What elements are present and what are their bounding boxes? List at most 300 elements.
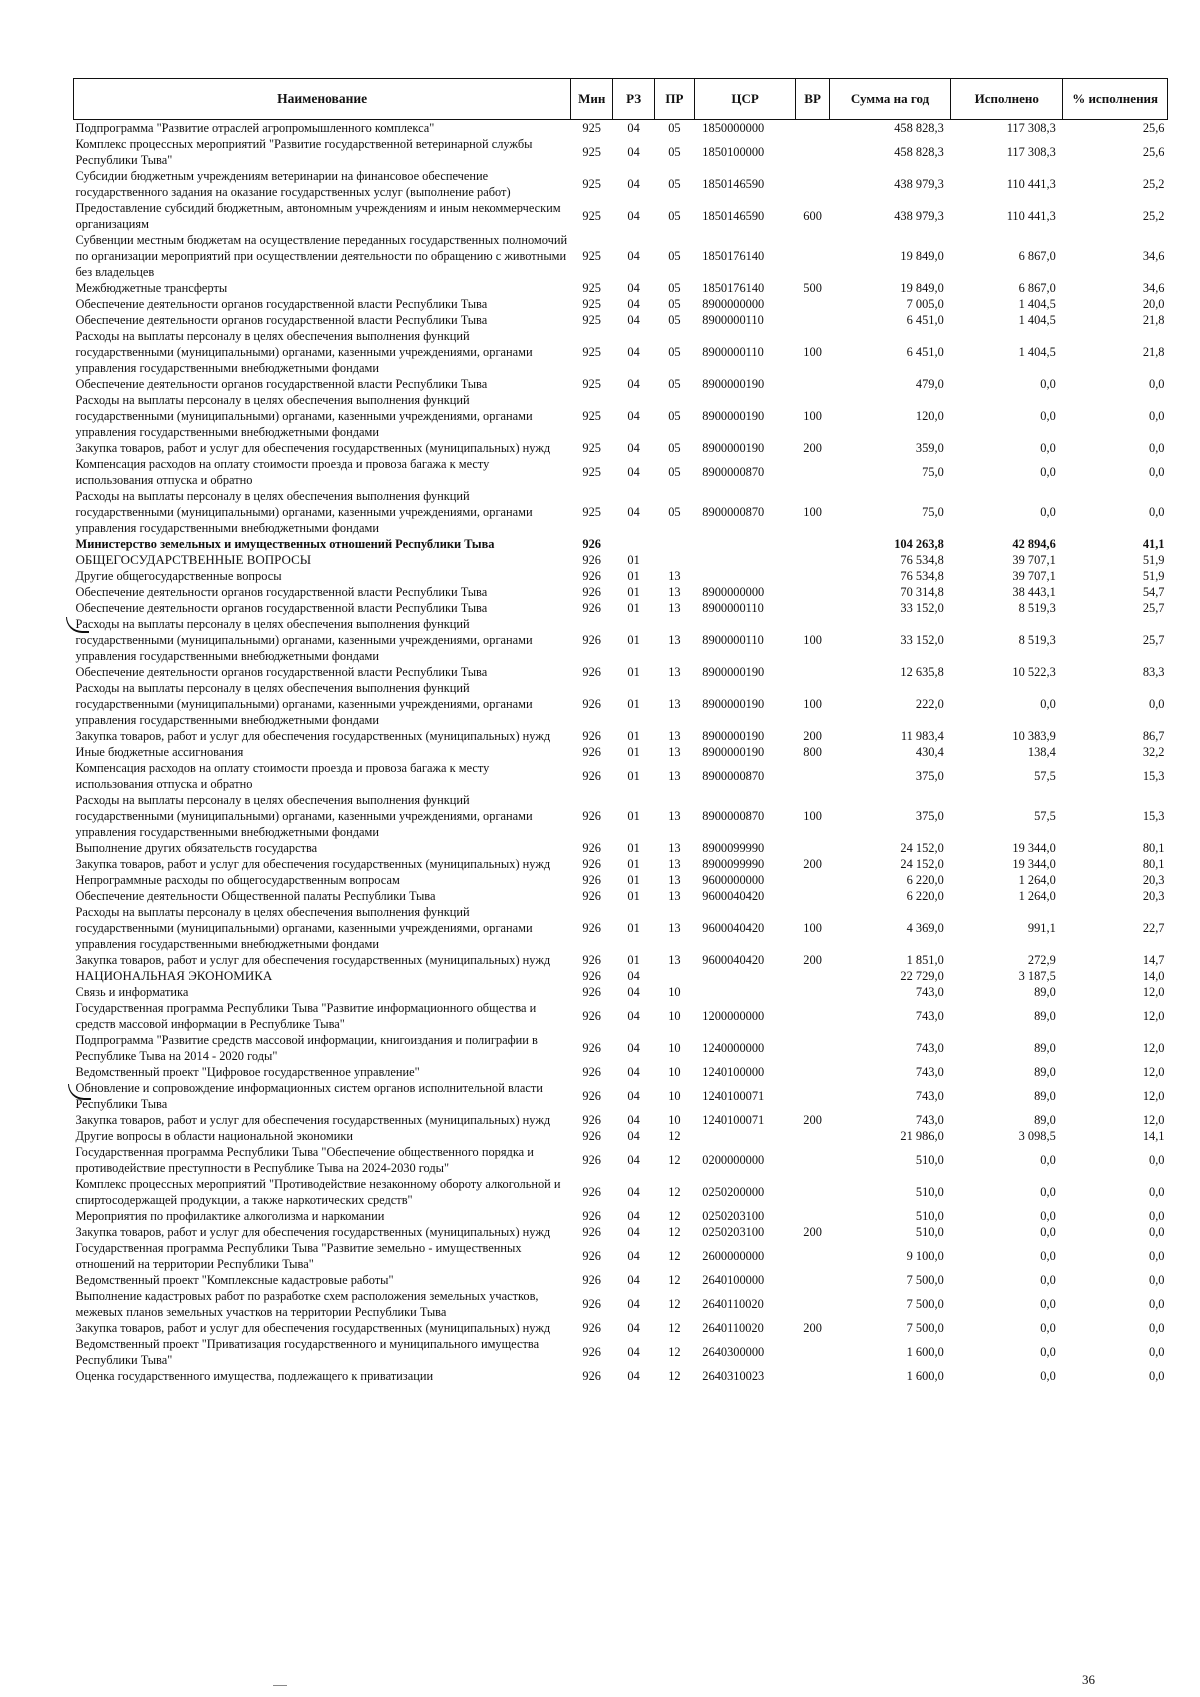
row-pct: 34,6 — [1142, 281, 1165, 295]
row-rz: 04 — [627, 249, 640, 263]
row-csr: 8900000000 — [702, 585, 765, 599]
row-name: Закупка товаров, работ и услуг для обеспечения государственных (муниципальных) нужд — [75, 1321, 551, 1335]
row-name: Непрограммные расходы по общегосударственным вопросам — [75, 873, 400, 887]
row-sum: 120,0 — [915, 409, 944, 423]
row-csr: 2640310023 — [702, 1369, 765, 1383]
row-vr — [796, 1368, 830, 1384]
row-sum: 19 849,0 — [900, 249, 944, 263]
row-vr — [796, 296, 830, 312]
header-min: Мин — [571, 79, 613, 120]
row-pr — [655, 968, 695, 984]
row-done: 6 867,0 — [1018, 249, 1056, 263]
table-row — [74, 856, 1168, 872]
row-done: 19 344,0 — [1012, 857, 1056, 871]
row-name: Закупка товаров, работ и услуг для обеспечения государственных (муниципальных) нужд — [75, 1225, 551, 1239]
row-done: 8 519,3 — [1018, 633, 1056, 647]
row-done: 0,0 — [1040, 1369, 1056, 1383]
row-min: 926 — [582, 1009, 601, 1023]
row-name: Субвенции местным бюджетам на осуществление переданных государственных полномочий по организации мероприятий при осуществлении деятельности по обращению с животными без владельцев — [75, 233, 568, 279]
row-rz: 01 — [627, 809, 640, 823]
row-pr: 05 — [668, 249, 681, 263]
page-number: 36 — [1082, 1672, 1095, 1687]
row-csr: 9600000000 — [702, 873, 765, 887]
row-csr: 1240100071 — [702, 1113, 765, 1127]
row-rz: 04 — [627, 1249, 640, 1263]
row-pr: 13 — [668, 921, 681, 935]
table-row — [74, 840, 1168, 856]
row-done: 272,9 — [1027, 953, 1056, 967]
row-vr: 100 — [803, 345, 822, 359]
row-pr: 10 — [668, 1041, 681, 1055]
row-min: 926 — [582, 857, 601, 871]
row-sum: 7 500,0 — [906, 1321, 944, 1335]
row-csr: 1240100000 — [702, 1065, 765, 1079]
row-name: Компенсация расходов на оплату стоимости проезда и провоза багажа к месту использования отпуска и обратно — [75, 761, 490, 791]
row-min: 926 — [582, 1297, 601, 1311]
table-row — [74, 584, 1168, 600]
row-pr: 13 — [668, 953, 681, 967]
row-pct: 86,7 — [1142, 729, 1165, 743]
row-min: 925 — [582, 281, 601, 295]
row-vr — [796, 376, 830, 392]
row-csr — [694, 1128, 796, 1144]
row-min: 925 — [582, 505, 601, 519]
row-pct: 12,0 — [1142, 1089, 1165, 1103]
row-done: 117 308,3 — [1006, 121, 1056, 135]
row-min: 926 — [582, 697, 601, 711]
row-vr — [796, 664, 830, 680]
row-sum: 7 005,0 — [906, 297, 944, 311]
row-pr: 05 — [668, 345, 681, 359]
row-vr — [796, 760, 830, 792]
table-row — [74, 552, 1168, 568]
row-name: Другие общегосударственные вопросы — [75, 569, 282, 583]
row-rz: 04 — [627, 313, 640, 327]
row-sum: 7 500,0 — [906, 1273, 944, 1287]
row-min: 926 — [582, 1041, 601, 1055]
table-row — [74, 280, 1168, 296]
row-vr: 800 — [803, 745, 822, 759]
row-rz: 04 — [627, 465, 640, 479]
table-row — [74, 744, 1168, 760]
row-rz: 04 — [627, 1065, 640, 1079]
row-min: 926 — [582, 601, 601, 615]
row-csr: 9600040420 — [702, 921, 765, 935]
row-min: 925 — [582, 313, 601, 327]
row-sum: 743,0 — [915, 985, 944, 999]
row-vr — [796, 1000, 830, 1032]
row-rz: 04 — [627, 1113, 640, 1127]
row-vr: 100 — [803, 505, 822, 519]
table-row — [74, 312, 1168, 328]
row-name: Связь и информатика — [75, 985, 189, 999]
row-csr: 8900000870 — [702, 769, 765, 783]
row-sum: 19 849,0 — [900, 281, 944, 295]
row-sum: 458 828,3 — [894, 145, 944, 159]
row-done: 1 404,5 — [1018, 297, 1056, 311]
row-pr: 13 — [668, 809, 681, 823]
row-done: 19 344,0 — [1012, 841, 1056, 855]
table-row — [74, 1128, 1168, 1144]
row-vr — [796, 1032, 830, 1064]
row-rz: 04 — [627, 177, 640, 191]
row-min: 926 — [582, 1225, 601, 1239]
table-row — [74, 1320, 1168, 1336]
row-rz: 04 — [627, 1041, 640, 1055]
row-name: Обеспечение деятельности органов государственной власти Республики Тыва — [75, 601, 488, 615]
row-done: 0,0 — [1040, 409, 1056, 423]
row-pr: 05 — [668, 441, 681, 455]
row-csr: 8900000000 — [702, 297, 765, 311]
scan-artifact-line — [273, 1685, 287, 1686]
row-csr: 1850146590 — [702, 177, 765, 191]
table-row — [74, 1032, 1168, 1064]
row-rz: 01 — [627, 729, 640, 743]
row-pct: 25,7 — [1142, 601, 1165, 615]
table-row — [74, 296, 1168, 312]
row-rz: 04 — [627, 1273, 640, 1287]
table-row — [74, 1336, 1168, 1368]
row-name: Оценка государственного имущества, подлежащего к приватизации — [75, 1369, 434, 1383]
scan-artifact-mark — [68, 1084, 91, 1100]
row-pr: 05 — [668, 209, 681, 223]
row-sum: 743,0 — [915, 1113, 944, 1127]
row-csr: 8900000870 — [702, 809, 765, 823]
row-vr — [796, 840, 830, 856]
row-csr: 1850000000 — [702, 121, 765, 135]
table-row — [74, 1368, 1168, 1384]
row-name: Обеспечение деятельности органов государственной власти Республики Тыва — [75, 665, 488, 679]
row-rz: 01 — [627, 873, 640, 887]
row-pr: 13 — [668, 769, 681, 783]
row-pct: 25,7 — [1142, 633, 1165, 647]
row-name: Ведомственный проект "Приватизация государственного и муниципального имущества Республики Тыва" — [75, 1337, 540, 1367]
row-csr: 8900099990 — [702, 857, 765, 871]
row-sum: 9 100,0 — [906, 1249, 944, 1263]
row-pr: 13 — [668, 697, 681, 711]
row-csr: 2600000000 — [702, 1249, 765, 1263]
row-vr: 200 — [803, 1225, 822, 1239]
row-vr — [796, 456, 830, 488]
row-csr: 1240000000 — [702, 1041, 765, 1055]
row-vr — [796, 888, 830, 904]
row-pct: 0,0 — [1149, 409, 1165, 423]
row-name: Закупка товаров, работ и услуг для обеспечения государственных (муниципальных) нужд — [75, 441, 551, 455]
row-csr: 8900000110 — [702, 601, 764, 615]
row-name: Государственная программа Республики Тыва "Обеспечение общественного порядка и противодействие преступности в Республике Тыва на 2024-2030 годы" — [75, 1145, 534, 1175]
table-header — [74, 79, 1168, 120]
row-done: 0,0 — [1040, 1153, 1056, 1167]
row-sum: 743,0 — [915, 1041, 944, 1055]
row-rz: 04 — [627, 1209, 640, 1223]
row-pct: 83,3 — [1142, 665, 1165, 679]
table-row — [74, 664, 1168, 680]
row-csr: 0200000000 — [702, 1153, 765, 1167]
row-done: 1 404,5 — [1018, 345, 1056, 359]
row-sum: 510,0 — [915, 1225, 944, 1239]
row-done: 6 867,0 — [1018, 281, 1056, 295]
row-csr: 9600040420 — [702, 953, 765, 967]
row-vr: 100 — [803, 633, 822, 647]
row-name: Выполнение других обязательств государства — [75, 841, 318, 855]
row-min: 926 — [582, 633, 601, 647]
row-vr — [796, 1128, 830, 1144]
row-sum: 375,0 — [915, 809, 944, 823]
row-rz: 01 — [627, 841, 640, 855]
row-vr: 200 — [803, 857, 822, 871]
row-pct: 0,0 — [1149, 441, 1165, 455]
row-done: 39 707,1 — [1012, 553, 1056, 567]
row-csr: 2640100000 — [702, 1273, 765, 1287]
row-done: 0,0 — [1040, 1345, 1056, 1359]
row-sum: 510,0 — [915, 1153, 944, 1167]
row-sum: 24 152,0 — [900, 841, 944, 855]
row-pct: 21,8 — [1142, 345, 1165, 359]
row-pct: 25,6 — [1142, 145, 1165, 159]
table-row — [74, 1288, 1168, 1320]
row-pct: 20,3 — [1142, 873, 1165, 887]
row-pr: 12 — [668, 1225, 681, 1239]
row-min: 926 — [582, 1369, 601, 1383]
row-sum: 359,0 — [915, 441, 944, 455]
row-min: 926 — [582, 745, 601, 759]
row-pct: 0,0 — [1149, 1297, 1165, 1311]
row-csr: 8900000190 — [702, 409, 765, 423]
row-rz: 04 — [627, 505, 640, 519]
row-name: Расходы на выплаты персоналу в целях обеспечения выполнения функций государственными (муниципальными) органами, казенными учреждениями, органами управления государственными внебюджетными фондами — [75, 617, 533, 663]
table-row — [74, 488, 1168, 536]
row-done: 0,0 — [1040, 1273, 1056, 1287]
row-sum: 6 451,0 — [906, 345, 944, 359]
row-pr: 12 — [668, 1249, 681, 1263]
row-done: 0,0 — [1040, 1249, 1056, 1263]
row-pr: 13 — [668, 633, 681, 647]
row-min: 926 — [582, 889, 601, 903]
row-sum: 12 635,8 — [900, 665, 944, 679]
row-rz: 04 — [627, 345, 640, 359]
row-rz: 04 — [627, 985, 640, 999]
table-row — [74, 232, 1168, 280]
row-csr: 8900000190 — [702, 729, 765, 743]
table-row — [74, 1144, 1168, 1176]
table-row — [74, 328, 1168, 376]
row-rz: 04 — [627, 377, 640, 391]
row-min: 925 — [582, 297, 601, 311]
row-csr: 1850176140 — [702, 281, 765, 295]
row-pr: 12 — [668, 1153, 681, 1167]
row-sum: 75,0 — [922, 505, 944, 519]
row-pct: 0,0 — [1149, 697, 1165, 711]
row-min: 926 — [582, 921, 601, 935]
row-vr — [796, 600, 830, 616]
row-pr: 05 — [668, 145, 681, 159]
row-name: Расходы на выплаты персоналу в целях обеспечения выполнения функций государственными (муниципальными) органами, казенными учреждениями, органами управления государственными внебюджетными фондами — [75, 489, 533, 535]
row-sum: 222,0 — [915, 697, 944, 711]
row-sum: 33 152,0 — [900, 633, 944, 647]
row-csr — [694, 552, 796, 568]
row-sum: 743,0 — [915, 1089, 944, 1103]
row-min: 926 — [582, 969, 601, 983]
row-vr — [796, 1208, 830, 1224]
row-vr: 600 — [803, 209, 822, 223]
row-sum: 21 986,0 — [900, 1129, 944, 1143]
row-csr: 0250203100 — [702, 1209, 765, 1223]
row-rz: 01 — [627, 857, 640, 871]
row-min: 925 — [582, 377, 601, 391]
table-row — [74, 1064, 1168, 1080]
row-rz: 04 — [627, 441, 640, 455]
row-pr: 13 — [668, 857, 681, 871]
row-name: Расходы на выплаты персоналу в целях обеспечения выполнения функций государственными (муниципальными) органами, казенными учреждениями, органами управления государственными внебюджетными фондами — [75, 329, 533, 375]
table-row — [74, 440, 1168, 456]
row-done: 10 522,3 — [1012, 665, 1056, 679]
row-rz: 01 — [627, 745, 640, 759]
row-sum: 76 534,8 — [900, 569, 944, 583]
row-min: 926 — [582, 769, 601, 783]
row-min: 926 — [582, 553, 601, 567]
row-name: Субсидии бюджетным учреждениям ветеринарии на финансовое обеспечение государственного задания на оказание государственных услуг (выполнение работ) — [75, 169, 511, 199]
row-pct: 0,0 — [1149, 377, 1165, 391]
budget-execution-table — [73, 78, 1168, 1384]
row-pct: 54,7 — [1142, 585, 1165, 599]
row-done: 57,5 — [1034, 769, 1056, 783]
row-pct: 25,6 — [1142, 121, 1165, 135]
row-pct: 34,6 — [1142, 249, 1165, 263]
row-sum: 22 729,0 — [900, 969, 944, 983]
row-done: 0,0 — [1040, 465, 1056, 479]
row-pct: 12,0 — [1142, 1113, 1165, 1127]
row-pr: 05 — [668, 297, 681, 311]
row-rz: 01 — [627, 953, 640, 967]
row-pr: 05 — [668, 281, 681, 295]
row-vr — [796, 872, 830, 888]
row-min: 926 — [582, 729, 601, 743]
row-pr: 10 — [668, 1065, 681, 1079]
table-row — [74, 168, 1168, 200]
row-csr: 9600040420 — [702, 889, 765, 903]
row-pr: 12 — [668, 1273, 681, 1287]
row-sum: 4 369,0 — [906, 921, 944, 935]
row-csr — [694, 536, 796, 552]
row-pr: 10 — [668, 1009, 681, 1023]
table-row — [74, 792, 1168, 840]
row-vr — [796, 1176, 830, 1208]
row-pr: 13 — [668, 569, 681, 583]
row-pr: 12 — [668, 1185, 681, 1199]
row-vr: 200 — [803, 953, 822, 967]
row-csr: 1240100071 — [702, 1089, 765, 1103]
table-row — [74, 1208, 1168, 1224]
row-csr: 1850146590 — [702, 209, 765, 223]
header-sum: Сумма на год — [829, 79, 950, 120]
table-row — [74, 728, 1168, 744]
row-vr — [796, 968, 830, 984]
row-done: 10 383,9 — [1012, 729, 1056, 743]
row-min: 926 — [582, 1321, 601, 1335]
row-csr: 8900000190 — [702, 745, 765, 759]
row-rz: 04 — [627, 1225, 640, 1239]
row-pct: 41,1 — [1142, 537, 1165, 551]
row-min: 925 — [582, 121, 601, 135]
row-pct: 51,9 — [1142, 569, 1165, 583]
row-rz: 04 — [627, 1321, 640, 1335]
row-vr — [796, 552, 830, 568]
row-done: 138,4 — [1027, 745, 1056, 759]
row-csr: 8900000110 — [702, 345, 764, 359]
row-sum: 375,0 — [915, 769, 944, 783]
row-done: 0,0 — [1040, 1225, 1056, 1239]
row-done: 3 098,5 — [1018, 1129, 1056, 1143]
row-done: 1 264,0 — [1018, 873, 1056, 887]
row-csr: 2640110020 — [702, 1321, 764, 1335]
row-name: Предоставление субсидий бюджетным, автономным учреждениям и иным некоммерческим организациям — [75, 201, 561, 231]
row-min: 926 — [582, 841, 601, 855]
row-sum: 1 851,0 — [906, 953, 944, 967]
table-row — [74, 536, 1168, 552]
row-pr: 13 — [668, 889, 681, 903]
row-pr — [655, 552, 695, 568]
row-rz: 01 — [627, 633, 640, 647]
row-pr: 05 — [668, 409, 681, 423]
scan-artifact-mark — [66, 617, 89, 633]
row-rz: 04 — [627, 121, 640, 135]
row-vr — [796, 1272, 830, 1288]
row-pr: 10 — [668, 985, 681, 999]
row-pr: 13 — [668, 585, 681, 599]
row-min: 926 — [582, 1089, 601, 1103]
row-pr: 10 — [668, 1089, 681, 1103]
row-sum: 6 451,0 — [906, 313, 944, 327]
row-pr: 05 — [668, 377, 681, 391]
row-sum: 24 152,0 — [900, 857, 944, 871]
row-rz: 01 — [627, 569, 640, 583]
row-rz: 04 — [627, 1089, 640, 1103]
row-min: 925 — [582, 209, 601, 223]
row-sum: 458 828,3 — [894, 121, 944, 135]
row-csr: 1850176140 — [702, 249, 765, 263]
row-pct: 0,0 — [1149, 1249, 1165, 1263]
row-vr: 500 — [803, 281, 822, 295]
row-name: Закупка товаров, работ и услуг для обеспечения государственных (муниципальных) нужд — [75, 857, 551, 871]
row-done: 0,0 — [1040, 1297, 1056, 1311]
header-pr: ПР — [655, 79, 695, 120]
row-pr: 13 — [668, 873, 681, 887]
row-done: 0,0 — [1040, 697, 1056, 711]
row-pct: 0,0 — [1149, 465, 1165, 479]
row-sum: 1 600,0 — [906, 1345, 944, 1359]
row-rz: 04 — [627, 969, 640, 983]
row-vr — [796, 120, 830, 137]
row-csr: 8900000190 — [702, 441, 765, 455]
row-sum: 743,0 — [915, 1009, 944, 1023]
row-pr: 13 — [668, 665, 681, 679]
row-sum: 104 263,8 — [894, 537, 944, 551]
row-rz: 01 — [627, 601, 640, 615]
row-done: 89,0 — [1034, 1089, 1056, 1103]
table-row — [74, 1240, 1168, 1272]
row-rz: 04 — [627, 297, 640, 311]
row-pct: 0,0 — [1149, 505, 1165, 519]
row-min: 926 — [582, 985, 601, 999]
row-min: 926 — [582, 1345, 601, 1359]
row-vr: 200 — [803, 441, 822, 455]
row-rz: 04 — [627, 209, 640, 223]
row-vr — [796, 232, 830, 280]
row-min: 925 — [582, 409, 601, 423]
table-row — [74, 888, 1168, 904]
row-pct: 21,8 — [1142, 313, 1165, 327]
row-vr — [796, 312, 830, 328]
